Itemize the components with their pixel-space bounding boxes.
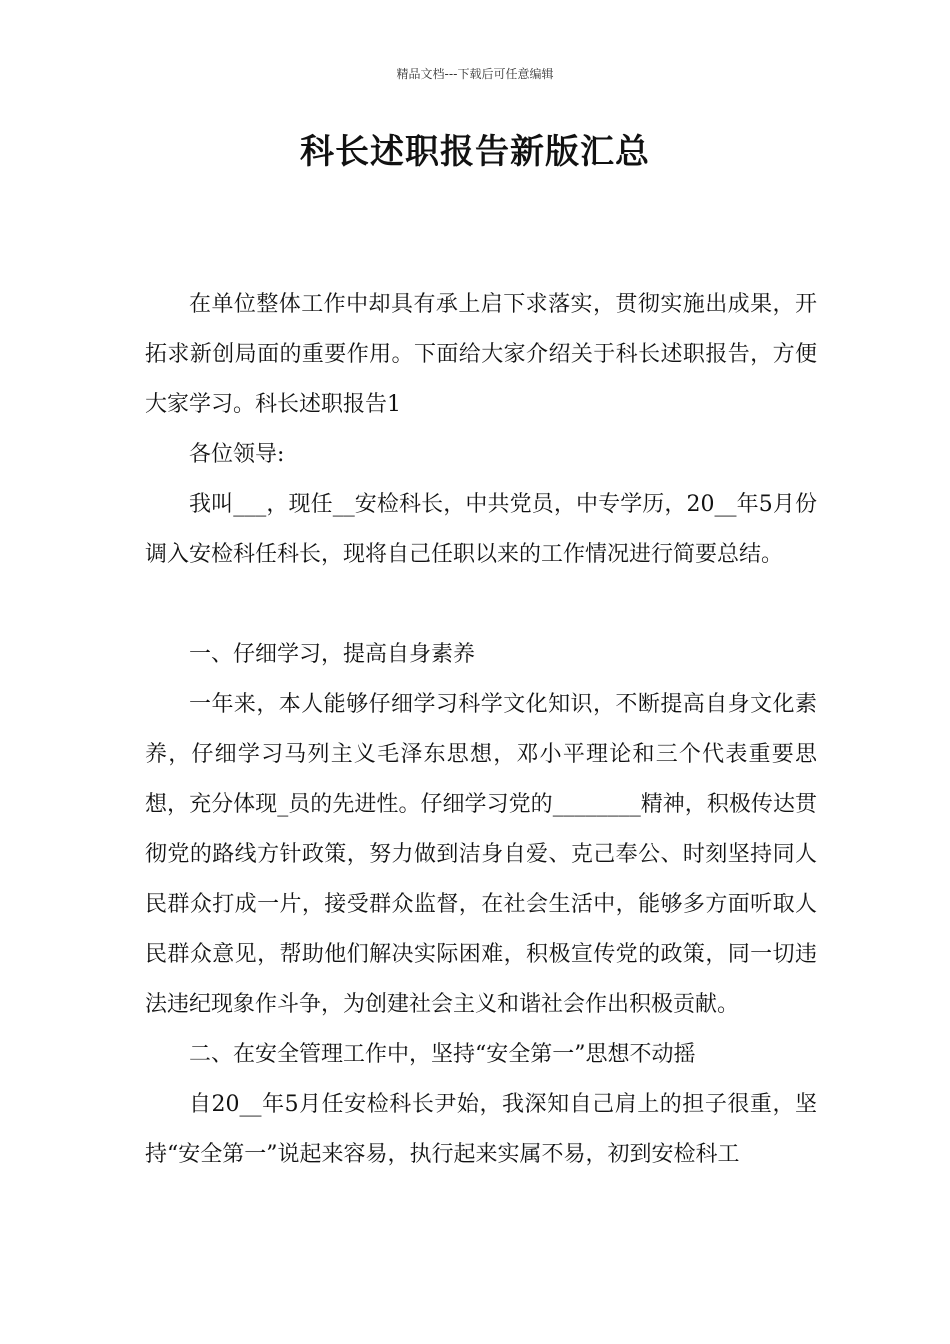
section-heading-1: 一、仔细学习，提高自身素养 [189, 642, 476, 667]
section-heading-2: 二、在安全管理工作中，坚持“安全第一”思想不动摇 [189, 1042, 696, 1067]
section-1-paragraph: 一年来，本人能够仔细学习科学文化知识，不断提高自身文化素养，仔细学习马列主义毛泽东思想，邓小平理论和三个代表重要思想，充分体现_员的先进性。仔细学习党的________精神，积极传达贯彻党的路线方针政策，努力做到洁身自爱、克己奉公、时刻坚持同人民群众打成一片，接受群众监督，在社会生活中，能够多方面听取人民群众意见，帮助他们解决实际困难，积极宣传党的政策，同一切违法违纪现象作斗争，为创建社会主义和谐社会作出积极贡献。 [145, 692, 817, 1017]
document-body [145, 280, 817, 1180]
document-title: 科长述职报告新版汇总 [300, 132, 650, 172]
section-2-paragraph: 自20__年5月任安检科长尹始，我深知自己肩上的担子很重，坚持“安全第一”说起来容易，执行起来实属不易，初到安检科工 [145, 1092, 817, 1167]
intro-paragraph: 在单位整体工作中却具有承上启下求落实，贯彻实施出成果，开拓求新创局面的重要作用。下面给大家介绍关于科长述职报告，方便大家学习。科长述职报告1 [145, 292, 817, 417]
header-note: 精品文档---下载后可任意编辑 [396, 67, 554, 81]
self-introduction-paragraph: 我叫___，现任__安检科长，中共党员，中专学历，20__年5月份调入安检科任科长，现将自己任职以来的工作情况进行简要总结。 [145, 492, 817, 567]
paragraph-gap [145, 580, 817, 630]
salutation: 各位领导: [189, 442, 285, 467]
